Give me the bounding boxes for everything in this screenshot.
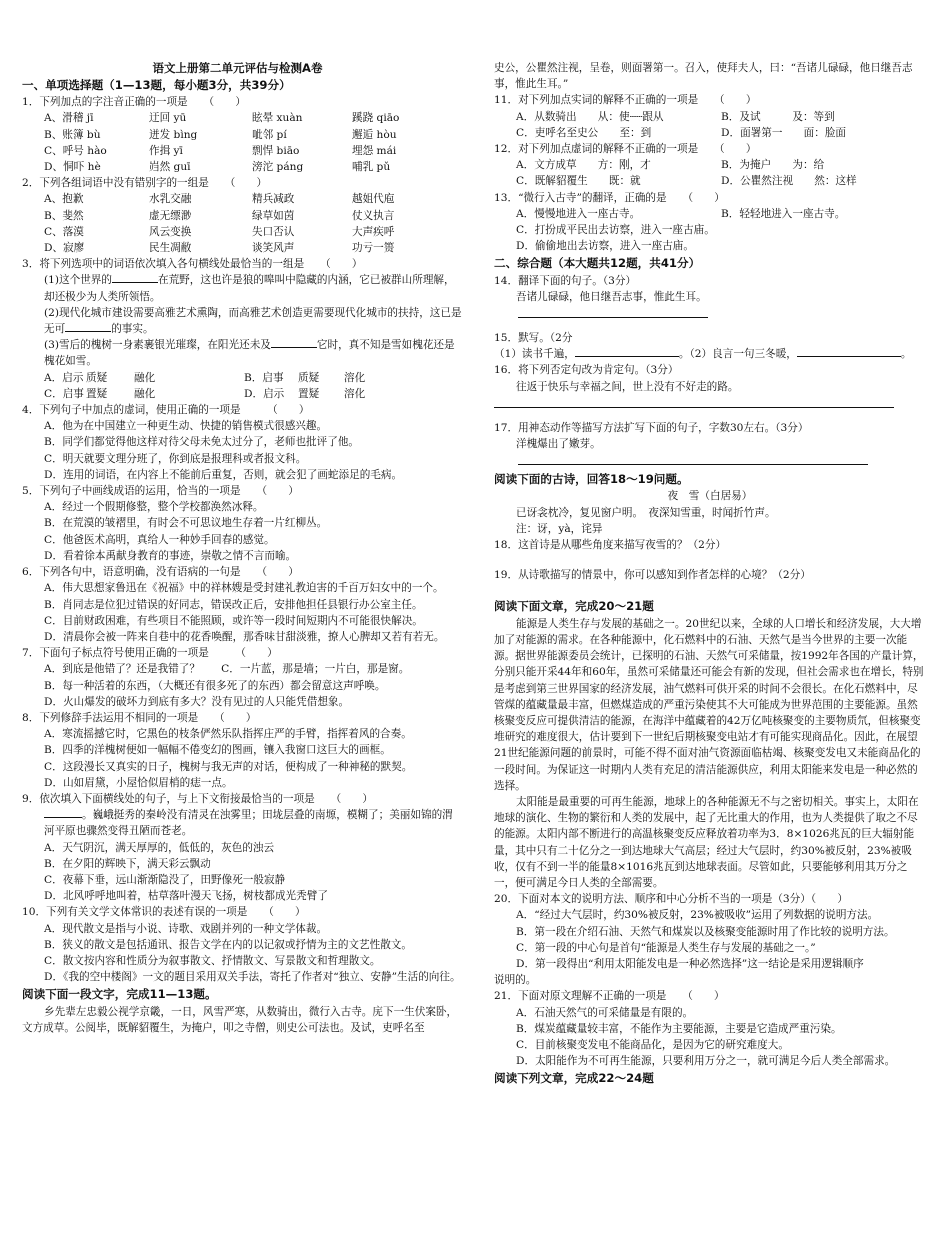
option-row: C、呼号 hào 作揖 yī 剽悍 biāo 埋怨 mái: [44, 144, 397, 157]
question-stem: 15．默写。（2分: [494, 332, 573, 345]
question-text: 。巍峨挺秀的秦岭没有清灵在浊雾里；田垅层叠的南塬，模糊了；美丽如锦的渭河平原也骤然变得丑陋而苍老。: [44, 809, 453, 838]
answer-blank[interactable]: [271, 347, 317, 348]
right-column: [494, 60, 926, 1088]
question-stem: 13．“微行入古寺”的翻译，正确的是 （ ）: [494, 191, 725, 204]
question-stem: 17．用神态动作等描写方法扩写下面的句子，字数30左右。（3分）: [494, 421, 809, 434]
option-d: D．北风呼呼地叫着，枯草落叶漫天飞扬，树枝都成光秃臂了: [44, 890, 328, 903]
option-c: C．散文按内容和性质分为叙事散文、抒情散文、写景散文和哲理散文。: [44, 954, 381, 967]
question-stem: 1．下列加点的字注音正确的一项是 （ ）: [22, 96, 246, 109]
option-a: A．经过一个假期修整，整个学校都涣然冰释。: [44, 501, 264, 514]
poem-text: 已讶衾枕冷，复见窗户明。 夜深知雪重，时闻折竹声。: [516, 506, 776, 519]
answer-line[interactable]: [518, 309, 708, 318]
answer-line[interactable]: [518, 456, 868, 465]
option-c: C．夜幕下垂，远山渐渐隐没了，田野像死一般寂静: [44, 873, 286, 886]
option-a: A．石油天然气的可采储量是有限的。: [516, 1006, 694, 1019]
option-d: D．第一段得出“利用太阳能发电是一种必然选择”这一结论是采用逻辑顺序: [516, 957, 864, 970]
question-stem: 12．对下列加点虚词的解释不正确的一项是 （ ）: [494, 143, 757, 156]
option-a-c: A．到底是他错了？还是我错了？ C．一片蓝，那是墙；一片白，那是窗。: [44, 663, 410, 676]
question-stem: 16．将下列否定句改为肯定句。（3分）: [494, 364, 679, 377]
classical-passage: 乡先辈左忠毅公视学京畿，一日，风雪严寒，从数骑出，微行入古寺。庑下一生伏案卧，文方成草。公阅毕，既解貂覆生，为掩户，叩之寺僧，则史公可法也。及试，吏呼名至: [22, 1005, 458, 1034]
poem-title: 夜 雪（白居易）: [667, 490, 753, 503]
option-row: C、落漠 风云变换 失口否认 大声疾呼: [44, 225, 395, 238]
passage-paragraph: 能源是人类生存与发展的基础之一。20世纪以来，全球的人口增长和经济发展，大大增加了对能源的需求。在各种能源中，化石燃料中的石油、天然气是当今世界的主要一次能源。据世界能源委员会统计，已探明的石油、天然气可采储量，按1992年各国的产量计算，分别只能开采44年和60年，虽然可采储量还可能会有新的发现，但社会需求也在增长，特别是考虑到第三世界国家的经济发展，油气燃料可供开采的时间不会很长。在化石燃料中，尽管煤的蕴藏量最丰富，但燃煤造成的严重污染使其不大可能成为世界范围的主要能源。虽然核聚变反应可提供清洁的能源，在海洋中蕴藏着的42万亿吨核聚变的主要物质氘，但核聚变堆研究的难度很大，估计要到下一世纪后期核聚变电站才有可能实现商品化。因此，在展望21世纪能源问题的前景时，可能不得不面对油气资源面临枯竭、核聚变发电又未能商品化的一段时间。为保证这一时期内人类有充足的清洁能源供应，利用太阳能来发电是一种必然的选择。: [494, 617, 924, 792]
option-b: B．狭义的散文是包括通讯、报告文学在内的以记叙或抒情为主的文艺性散文。: [44, 938, 412, 951]
option-row: A．启示 质疑 融化 B．启事 质疑 溶化: [44, 371, 366, 384]
question-stem: 3．将下列选项中的词语依次填入各句横线处最恰当的一组是 （ ）: [22, 258, 363, 271]
option-a: A．“经过大气层时，约30%被反射，23%被吸收”运用了列数据的说明方法。: [516, 909, 879, 922]
option-row: B、斐然 虚无缥渺 绿草如茵 仗义执言: [44, 209, 395, 222]
option-d: D．清晨你会被一阵来自巷中的花香唤醒，那香味甘甜淡雅，撩人心脾却又若有若无。: [44, 630, 445, 643]
option-b: B．在荒漠的皱褶里，有时会不可思议地生存着一片红柳丛。: [44, 517, 328, 530]
question-stem: 5．下列句子中画线成语的运用，恰当的一项是 （ ）: [22, 485, 299, 498]
question-stem: 21．下面对原文理解不正确的一项是 （ ）: [494, 990, 725, 1003]
option-a: A．现代散文是指与小说、诗歌、戏剧并列的一种文学体裁。: [44, 922, 328, 935]
question-stem: 18．这首诗是从哪些角度来描写夜雪的？（2分）: [494, 539, 727, 552]
answer-blank[interactable]: [575, 356, 679, 357]
option-a: A．天气阴沉，满天厚厚的，低低的，灰色的浊云: [44, 841, 275, 854]
question-stem: 19．从诗歌描写的情景中，你可以感知到作者怎样的心境？（2分）: [494, 569, 811, 582]
answer-blank[interactable]: [65, 331, 111, 332]
option-row: C．既解貂覆生 既：就 D．公瞿然注视 然：这样: [516, 175, 857, 188]
option-a: A．他为在中国建立一种更生动、快捷的销售模式很感兴趣。: [44, 420, 328, 433]
question-stem: 6．下列各句中，语意明确，没有语病的一句是 （ ）: [22, 566, 299, 579]
option-d-continued: 说明的。: [494, 974, 537, 987]
question-text: （1）读书千遍， 。（2）良言一句三冬暖， 。: [494, 348, 912, 361]
reading-heading: 阅读下面一段文字，完成11—13题。: [22, 987, 217, 1002]
option-b: B．每一种活着的东西，（大概还有很多死了的东西）都会留意这声呼唤。: [44, 679, 386, 692]
option-d: D．偷偷地出去访察，进入一座古庙。: [516, 240, 694, 253]
option-d: D．《我的空中楼阁》一文的题目采用双关手法，寄托了作者对“独立、安静”生活的向往。: [44, 971, 461, 984]
option-row: D、寂廖 民生凋敝 谈笑风声 功亏一篑: [44, 242, 395, 255]
option-a: A．寒流摇撼它时，它黑色的枝条俨然乐队指挥庄严的手臂，指挥着风的合奏。: [44, 728, 412, 741]
answer-blank[interactable]: [44, 817, 82, 818]
option-a: A．伟大思想家鲁迅在《祝福》中的祥林嫂是受封建礼教迫害的千百万妇女中的一个。: [44, 582, 444, 595]
option-row: A．文方成草 方：刚，才 B．为掩户 为：给: [516, 159, 825, 172]
option-row: A、滑稽 jī 迂回 yū 眩晕 xuàn 蹊跷 qiāo: [44, 112, 400, 125]
option-c: C．目前核聚变发电不能商品化，是因为它的研究难度大。: [516, 1038, 789, 1051]
reading-heading: 阅读下面文章，完成20～21题: [494, 599, 654, 614]
question-text: 吾诸儿碌碌，他日继吾志事，惟此生耳。: [516, 290, 707, 303]
question-text: (2)现代化城市建设需要高雅艺术熏陶，而高雅艺术创造更需要现代化城市的扶持，这已是无可 的事实。: [44, 306, 462, 336]
option-b: B．煤炭蕴藏量较丰富，不能作为主要能源，主要是它造成严重污染。: [516, 1022, 842, 1035]
option-row: A、抱歉 水乳交融 精兵减政 越姐代庖: [44, 193, 395, 206]
question-text: (1)这个世界的 在荒野，这也许是狼的嗥叫中隐藏的内涵，它已被群山所理解，却还极少为人类所领悟。: [44, 274, 455, 303]
question-stem: 8．下列修辞手法运用不相同的一项是 （ ）: [22, 711, 257, 724]
option-d: D．火山爆发的破坏力到底有多大？没有见过的人只能凭借想象。: [44, 695, 350, 708]
option-b: B．第一段在介绍石油、天然气和煤炭以及核聚变能源时用了作比较的说明方法。: [516, 925, 895, 938]
option-d: D．看着徐本禹献身教育的事迹，崇敬之情不言而喻。: [44, 549, 297, 562]
question-text: 往返于快乐与幸福之间，世上没有不好走的路。: [516, 380, 739, 393]
page-title: 语文上册第二单元评估与检测A卷: [152, 61, 323, 75]
option-d: D．连用的词语，在内容上不能前后重复，否则，就会犯了画蛇添足的毛病。: [44, 468, 403, 481]
option-row: A．慢慢地进入一座古寺。 B．轻轻地进入一座古寺。: [516, 207, 846, 220]
option-row: A．从数骑出 从：使┄┄跟从 B．及试 及：等到: [516, 110, 835, 123]
classical-passage-continued: 史公，公瞿然注视，呈卷，则面署第一。召入，使拜夫人，曰：“吾诸儿碌碌，他日继吾志事，惟此生耳。”: [494, 62, 913, 91]
option-d: D．太阳能作为不可再生能源，只要利用万分之一，就可满足今后人类全部需求。: [516, 1055, 896, 1068]
section-heading: 二、综合题（本大题共12题，共41分）: [494, 256, 701, 271]
option-c: C．目前财政困难，有些项目不能照顾，或许等一段时间短期内不可能很快解决。: [44, 614, 423, 627]
option-c: C．第一段的中心句是首句“能源是人类生存与发展的基础之一。”: [516, 941, 816, 954]
question-stem: 7．下面句子标点符号使用正确的一项是 （ ）: [22, 647, 278, 660]
answer-blank[interactable]: [797, 356, 901, 357]
option-row: D、恫吓 hè 岿然 guī 滂沱 páng 哺乳 pǔ: [44, 161, 391, 174]
passage-paragraph: 太阳能是最重要的可再生能源，地球上的各种能源无不与之密切相关。事实上，太阳在地球的演化、生物的繁衍和人类的发展中，起了无比重大的作用，也为人类提供了取之不尽的能源。太阳内部不断进行的高温核聚变反应释放着功率为3．8×1026兆瓦的巨大辐射能量，其中只有二十亿分之一到达地球大气高层；经过大气层时，约30%被反射，23%被吸收，仅有不到一半的能量8×1016兆瓦到达地球表面。尽管如此，只要能够利用其万分之一，便可满足今日人类的全部需要。: [494, 795, 919, 889]
answer-blank[interactable]: [112, 282, 158, 283]
question-stem: 14．翻译下面的句子。（3分）: [494, 274, 637, 287]
question-text: (3)雪后的槐树一身素裹银光璀璨，在阳光还未及 它时，真不知是雪如槐花还是槐花如雪。: [44, 339, 455, 368]
question-stem: 20．下面对本文的说明方法、顺序和中心分析不当的一项是（3分）（ ）: [494, 893, 848, 906]
reading-heading: 阅读下列文章，完成22～24题: [494, 1071, 654, 1086]
option-b: B．同学们都觉得他这样对待父母未免太过分了，老师也批评了他。: [44, 436, 360, 449]
answer-line[interactable]: [494, 399, 894, 408]
option-d: D．山如眉黛，小屋恰似眉梢的痣一点。: [44, 776, 233, 789]
question-stem: 11．对下列加点实词的解释不正确的一项是 （ ）: [494, 94, 757, 107]
question-stem: 9．依次填入下面横线处的句子，与上下文衔接最恰当的一项是 （ ）: [22, 792, 374, 805]
section-heading: 一、单项选择题（1—13题，每小题3分，共39分）: [22, 78, 291, 92]
option-b: B．四季的洋槐树便如一幅幅不倦变幻的图画，镶入我窗口这巨大的画框。: [44, 744, 391, 757]
option-b: B．在夕阳的辉映下，满天彩云飘动: [44, 857, 211, 870]
option-c: C．这段漫长又真实的日子，槐树与我无声的对话，便构成了一种神秘的默契。: [44, 760, 413, 773]
poem-note: 注：讶，yà，诧异: [516, 522, 603, 535]
option-row: B、账簿 bù 迸发 bìng 呲邻 pí 邂逅 hòu: [44, 128, 397, 141]
question-stem: 4．下列句子中加点的虚词，使用正确的一项是 （ ）: [22, 404, 310, 417]
question-stem: 2．下列各组词语中没有错别字的一组是 （ ）: [22, 177, 268, 190]
question-text: 洋槐爆出了嫩芽。: [516, 438, 601, 451]
option-row: C．启事 置疑 融化 D．启示 置疑 溶化: [44, 387, 366, 400]
option-c: C．他爸医术高明，真给人一种妙手回春的感觉。: [44, 533, 275, 546]
question-stem: 10．下列有关文学文体常识的表述有误的一项是 （ ）: [22, 906, 306, 919]
reading-heading: 阅读下面的古诗，回答18～19问题。: [494, 472, 689, 487]
option-row: C．吏呼名至史公 至：到 D．面署第一 面：脸面: [516, 126, 847, 139]
option-c: C．明天就要文理分班了，你到底是报理科或者报文科。: [44, 452, 307, 465]
left-column: [22, 58, 462, 1036]
option-c: C．打扮成平民出去访察，进入一座古庙。: [516, 224, 715, 237]
option-b: B．肖同志是位犯过错误的好同志，错误改正后，安排他担任县银行办公室主任。: [44, 598, 423, 611]
